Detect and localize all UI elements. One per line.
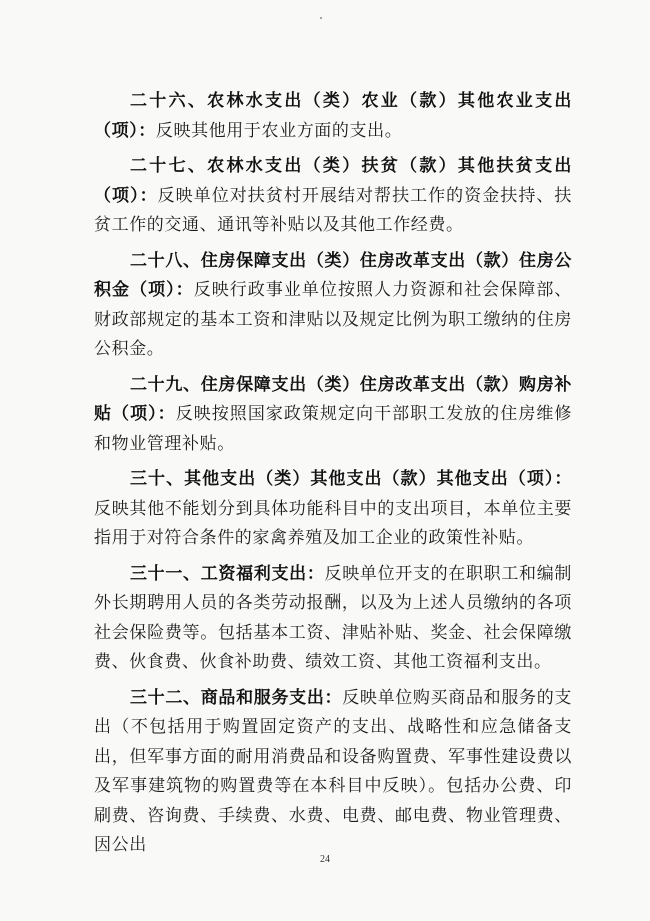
paragraph-31 xyxy=(94,560,572,678)
page-number: 24 xyxy=(320,854,330,865)
paragraph-heading: 二十九、住房保障支出（类）住房改革支出（款）购房补贴（项）： xyxy=(94,374,572,424)
paragraph-heading: 三十二、商品和服务支出： xyxy=(130,687,343,708)
paragraph-26 xyxy=(94,87,572,146)
paragraph-body: 反映单位购买商品和服务的支出（不包括用于购置固定资产的支出、战略性和应急储备支出，但军事方面的耐用消费品和设备购置费、军事性建设费以及军事建筑物的购置费等在本科目中反映）。包括办公费、印刷费、咨询费、手续费、水费、电费、邮电费、物业管理费、因公出 xyxy=(94,687,572,855)
paragraph-heading: 二十七、农林水支出（类）扶贫（款）其他扶贫支出（项）： xyxy=(94,156,572,206)
paragraph-body: 反映按照国家政策规定向干部职工发放的住房维修和物业管理补贴。 xyxy=(94,404,573,454)
paragraph-32 xyxy=(94,684,572,861)
paragraph-30 xyxy=(94,465,572,554)
paragraph-28 xyxy=(94,247,572,365)
paragraph-heading: 三十、其他支出（类）其他支出（款）其他支出（项）： xyxy=(130,469,572,489)
paragraph-body: 反映单位对扶贫村开展结对帮扶工作的资金扶持、扶贫工作的交通、通讯等补贴以及其他工作经费。 xyxy=(94,185,572,235)
paragraph-body: 反映其他用于农业方面的支出。 xyxy=(155,120,403,141)
paragraph-27 xyxy=(94,152,572,241)
paragraph-body: 反映行政事业单位按照人力资源和社会保障部、财政部规定的基本工资和津贴以及规定比例为职工缴纳的住房公积金。 xyxy=(94,280,572,359)
paragraph-29 xyxy=(94,371,572,460)
paragraph-heading: 二十八、住房保障支出（类）住房改革支出（款）住房公积金（项）： xyxy=(94,250,572,300)
scan-speck xyxy=(320,17,322,19)
paragraph-body: 反映单位开支的在职职工和编制外长期聘用人员的各类劳动报酬，以及为上述人员缴纳的各项社会保险费等。包括基本工资、津贴补贴、奖金、社会保障缴费、伙食费、伙食补助费、绩效工资、其他工资福利支出。 xyxy=(94,563,572,672)
body-text xyxy=(94,87,572,867)
paragraph-heading: 三十一、工资福利支出： xyxy=(130,563,325,584)
paragraph-body: 反映其他不能划分到具体功能科目中的支出项目，本单位主要指用于对符合条件的家禽养殖及加工企业的政策性补贴。 xyxy=(94,498,572,548)
paragraph-heading: 二十六、农林水支出（类）农业（款）其他农业支出（项）： xyxy=(94,91,572,141)
